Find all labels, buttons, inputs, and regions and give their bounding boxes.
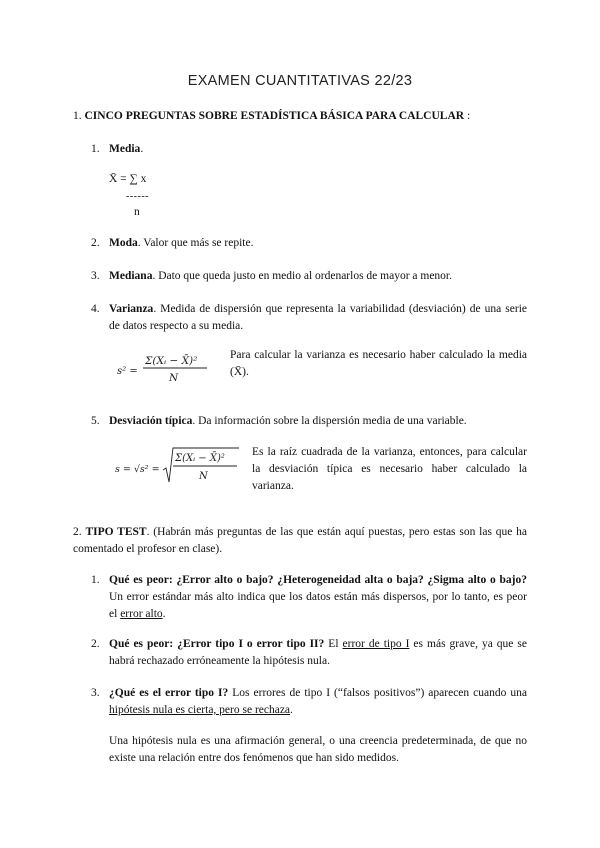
section2-heading: [73, 524, 527, 558]
answer-underlined: error de tipo I: [342, 638, 410, 650]
answer-text: es más grave, ya que se habrá rechazado erróneamente la hipótesis nula.: [109, 638, 527, 667]
list-item-mediana: [109, 268, 452, 285]
page-title: EXAMEN CUANTITATIVAS 22/23: [187, 73, 413, 89]
desviacion-note: Es la raíz cuadrada de la varianza, entonces, para calcular la desviación típica es necesario haber calculado la varianza.: [252, 446, 527, 492]
media-formula-line1: X̄ = ∑ x: [109, 173, 147, 185]
section2-title: TIPO TEST: [85, 526, 147, 538]
list-number: 2.: [91, 237, 100, 249]
formula-denominator: N: [169, 372, 179, 384]
question-3-text: ¿Qué es el error tipo I?: [109, 687, 229, 699]
term-desviacion-tipica: Desviación típica: [109, 415, 193, 427]
item-text: . Da información sobre la dispersión media de una variable.: [192, 415, 467, 427]
section2-intro: . (Habrán más preguntas de las que están aquí puestas, pero estas son las que ha comentado el profesor en clase).: [73, 526, 528, 555]
item-text: . Dato que queda justo en medio al ordenarlos de mayor a menor.: [152, 270, 453, 282]
answer-text: .: [162, 608, 166, 620]
varianza-formula-svg: [111, 346, 223, 388]
section2-number: 2.: [73, 526, 82, 538]
list-number: 3.: [91, 687, 100, 699]
term-mediana: Mediana: [109, 270, 153, 282]
term-moda: Moda: [109, 237, 138, 249]
media-formula-line3: n: [134, 206, 140, 218]
formula-numerator: Σ(Xᵢ − X̄)²: [175, 453, 225, 464]
formula-denominator: N: [199, 471, 208, 482]
answer-text: Un error estándar más alto indica que los datos están más dispersos, por lo tanto, es peor el: [109, 591, 527, 620]
list-number: 1.: [91, 143, 100, 155]
list-number: 2.: [91, 638, 100, 650]
varianza-note: Para calcular la varianza es necesario haber calculado la media (X̄).: [230, 349, 527, 378]
section1-number: 1.: [73, 110, 82, 122]
term-varianza: Varianza: [109, 303, 154, 315]
answer-text: .: [290, 704, 293, 716]
formula-lhs: s² =: [117, 366, 138, 377]
list-number: 5.: [91, 415, 100, 427]
question-3: [109, 685, 527, 719]
list-item-desviacion: [109, 413, 467, 430]
formula-numerator: Σ(Xᵢ − X̄)²: [145, 355, 198, 367]
desviacion-formula-image: [111, 444, 243, 488]
question-1: [109, 572, 527, 623]
list-number: 4.: [91, 303, 100, 315]
media-formula-line2: ------: [126, 191, 149, 202]
varianza-formula-image: [111, 346, 223, 388]
list-number: 1.: [91, 574, 100, 586]
answer-text: El: [324, 638, 343, 650]
question-2-text: Qué es peor: ¿Error tipo I o error tipo II?: [109, 638, 325, 650]
question-1-text: Qué es peor: ¿Error alto o bajo? ¿Heterogeneidad alta o baja? ¿Sigma alto o bajo?: [109, 574, 527, 586]
list-number: 3.: [91, 270, 100, 282]
answer-underlined: hipótesis nula es cierta, pero se rechaza: [109, 704, 291, 716]
answer-text: Los errores de tipo I (“falsos positivos”) aparecen cuando una: [228, 687, 527, 699]
formula-lhs: s = √s² =: [115, 464, 160, 475]
item-text: .: [140, 143, 144, 155]
desviacion-formula-svg: [111, 444, 243, 488]
answer-underlined: error alto: [120, 608, 163, 620]
section1-title: CINCO PREGUNTAS SOBRE ESTADÍSTICA BÁSICA PARA CALCULAR: [84, 110, 465, 122]
list-item-moda: [109, 235, 253, 252]
question-3-extra: Una hipótesis nula es una afirmación general, o una creencia predeterminada, de que no existe una relación entre dos fenómenos que han sido medidos.: [109, 735, 527, 764]
item-text: . Valor que más se repite.: [137, 237, 254, 249]
list-item-media: [109, 141, 143, 158]
section1-colon: :: [464, 110, 471, 122]
question-2: [109, 636, 527, 670]
list-item-varianza: [109, 301, 527, 335]
section1-heading: [73, 108, 533, 125]
term-media: Media: [109, 143, 141, 155]
item-text: . Medida de dispersión que representa la variabilidad (desviación) de una serie de datos respecto a su media.: [109, 303, 527, 332]
